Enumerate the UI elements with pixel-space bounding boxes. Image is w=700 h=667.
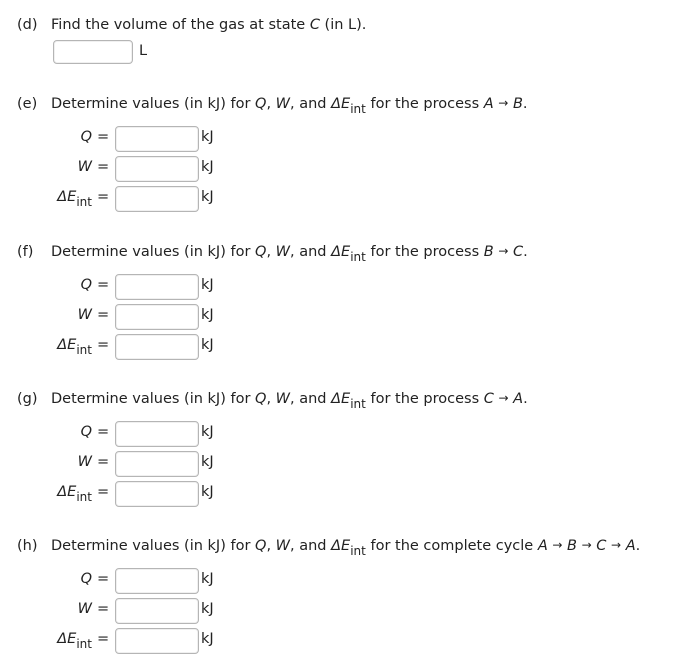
- part-h-question: (h) Determine values (in kJ) for Q, W, and $\Delta E_{int}$ for the complete cycle A → B → C → A.: [17, 538, 641, 558]
- part-f-q-input[interactable]: [115, 274, 199, 300]
- part-f-w-input[interactable]: [115, 304, 199, 330]
- part-g-question: (g) Determine values (in kJ) for Q, W, and $\Delta E_{int}$ for the process C → A.: [17, 391, 528, 411]
- part-f-eint-row: $\Delta E_{int}$ = kJ: [0, 334, 240, 360]
- part-g-w-row: W = kJ: [0, 451, 240, 477]
- part-e-w-input[interactable]: [115, 156, 199, 182]
- part-g-eint-row: $\Delta E_{int}$ = kJ: [0, 481, 240, 507]
- part-e-question: (e) Determine values (in kJ) for Q, W, and $\Delta E_{int}$ for the process A → B.: [17, 96, 528, 116]
- part-e-w-row: W = kJ: [0, 156, 240, 182]
- part-d-unit: L: [139, 43, 148, 59]
- part-d-volume-input[interactable]: [53, 40, 133, 64]
- arrow-icon: →: [552, 538, 563, 552]
- part-e-q-row: Q = kJ: [0, 126, 240, 152]
- part-h-eint-row: $\Delta E_{int}$ = kJ: [0, 628, 240, 654]
- part-e-q-input[interactable]: [115, 126, 199, 152]
- part-d-letter: (d): [17, 17, 38, 33]
- part-f-eint-input[interactable]: [115, 334, 199, 360]
- arrow-icon: →: [498, 391, 509, 405]
- arrow-icon: →: [581, 538, 592, 552]
- part-d-question: (d) Find the volume of the gas at state C (in L).: [17, 17, 367, 33]
- part-h-q-input[interactable]: [115, 568, 199, 594]
- arrow-icon: →: [498, 244, 509, 258]
- part-h-w-row: W = kJ: [0, 598, 240, 624]
- part-g-eint-input[interactable]: [115, 481, 199, 507]
- part-f-question: (f) Determine values (in kJ) for Q, W, and $\Delta E_{int}$ for the process B → C.: [17, 244, 528, 264]
- part-h-w-input[interactable]: [115, 598, 199, 624]
- part-f-q-row: Q = kJ: [0, 274, 240, 300]
- part-g-q-row: Q = kJ: [0, 421, 240, 447]
- part-h-eint-input[interactable]: [115, 628, 199, 654]
- part-h-q-row: Q = kJ: [0, 568, 240, 594]
- part-e-eint-input[interactable]: [115, 186, 199, 212]
- arrow-icon: →: [498, 96, 509, 110]
- arrow-icon: →: [611, 538, 622, 552]
- part-g-w-input[interactable]: [115, 451, 199, 477]
- part-f-w-row: W = kJ: [0, 304, 240, 330]
- part-e-eint-row: $\Delta E_{int}$ = kJ: [0, 186, 240, 212]
- part-d-answer-row: [53, 40, 173, 66]
- part-g-q-input[interactable]: [115, 421, 199, 447]
